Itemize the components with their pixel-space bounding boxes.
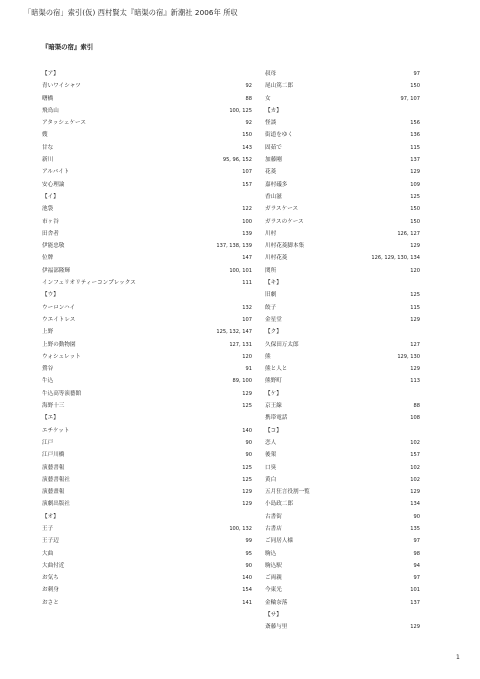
index-pages: 89, 100 — [232, 378, 252, 385]
index-entry — [42, 93, 252, 105]
index-pages: 95, 96, 152 — [222, 157, 252, 164]
index-pages: 90 — [245, 439, 252, 446]
index-entry — [42, 277, 252, 289]
index-term: 江戸川橋 — [42, 452, 65, 459]
index-term: 街道をゆく — [265, 132, 293, 139]
index-entry — [265, 511, 420, 523]
index-pages: 136 — [410, 132, 420, 139]
index-term: 大曲付近 — [42, 562, 65, 569]
index-entry — [265, 584, 420, 596]
index-entry — [42, 117, 252, 129]
index-term: 五月狂言役割一覧 — [265, 489, 310, 496]
index-pages: 108 — [410, 415, 420, 422]
index-entry — [42, 203, 252, 215]
index-pages: 107 — [242, 316, 252, 323]
index-pages: 127, 131 — [229, 341, 252, 348]
index-entry — [42, 80, 252, 92]
index-term: 牛込高等演藝館 — [42, 390, 82, 397]
index-entry — [265, 289, 420, 301]
index-pages: 125, 132, 147 — [216, 329, 252, 336]
index-section-heading — [265, 388, 420, 400]
index-term: 甘な — [42, 144, 54, 151]
index-entry — [265, 498, 420, 510]
index-term: 小島政二郎 — [265, 501, 293, 508]
index-section-heading — [42, 412, 252, 424]
index-term: 金輪奈落 — [265, 599, 288, 606]
index-entry — [42, 584, 252, 596]
index-term: ウォシュレット — [42, 353, 81, 360]
index-term: 【ケ】 — [265, 390, 282, 397]
index-column-left — [42, 68, 252, 609]
index-pages: 97, 107 — [400, 95, 420, 102]
index-pages: 129 — [410, 366, 420, 373]
index-entry — [42, 314, 252, 326]
index-entry — [42, 425, 252, 437]
index-pages: 125 — [410, 193, 420, 200]
index-term: ご両親 — [265, 575, 282, 582]
index-pages: 141 — [242, 599, 252, 606]
index-entry — [42, 154, 252, 166]
index-pages: 125 — [242, 476, 252, 483]
index-term: 熊と人と — [265, 366, 288, 373]
index-term: 恋人 — [265, 439, 277, 446]
index-term: 【ア】 — [42, 71, 59, 77]
index-entry — [42, 498, 252, 510]
index-pages: 100, 132 — [229, 525, 252, 532]
index-term: ウエイトレス — [42, 316, 76, 323]
index-term: 伊能忠敬 — [42, 243, 65, 250]
index-entry — [42, 523, 252, 535]
index-term: ガラスケース — [265, 206, 299, 213]
index-entry — [265, 474, 420, 486]
index-term: 市ヶ谷 — [42, 218, 59, 225]
index-pages: 98 — [413, 550, 420, 557]
index-pages: 125 — [410, 292, 420, 299]
index-term: 尾山篤二郎 — [265, 83, 293, 90]
index-pages: 88 — [413, 403, 420, 410]
index-entry — [42, 339, 252, 351]
index-entry — [265, 412, 420, 424]
index-entry — [42, 302, 252, 314]
index-term: おさと — [42, 599, 59, 606]
index-pages: 139 — [242, 230, 252, 237]
index-pages: 137 — [410, 157, 420, 164]
index-entry — [42, 265, 252, 277]
index-pages: 132 — [242, 304, 252, 311]
index-entry — [265, 486, 420, 498]
index-term: 駒込 — [265, 550, 277, 557]
index-entry — [42, 216, 252, 228]
index-term: 【ウ】 — [42, 292, 59, 299]
document-header: 「暗渠の宿」索引(仮) 西村賢太『暗渠の宿』新潮社 2006年 所収 — [24, 8, 238, 17]
index-term: 上野 — [42, 329, 54, 336]
index-entry — [42, 535, 252, 547]
index-pages: 129 — [410, 243, 420, 250]
index-section-heading — [42, 511, 252, 523]
index-column-right — [265, 68, 420, 634]
index-pages: 127 — [410, 341, 420, 348]
index-pages: 94 — [413, 562, 420, 569]
index-pages: 140 — [242, 427, 252, 434]
index-entry — [265, 621, 420, 633]
index-pages: 92 — [245, 120, 252, 127]
index-entry — [42, 228, 252, 240]
index-entry — [265, 93, 420, 105]
index-pages: 157 — [242, 181, 252, 188]
index-pages: 129 — [242, 390, 252, 397]
index-term: 王子辺 — [42, 538, 59, 545]
index-term: 大曲 — [42, 550, 54, 557]
index-term: お気ち — [42, 575, 59, 582]
index-pages: 125 — [242, 464, 252, 471]
index-pages: 147 — [242, 255, 252, 262]
index-entry — [265, 339, 420, 351]
index-pages: 100, 101 — [229, 267, 252, 274]
index-pages: 137 — [410, 599, 420, 606]
index-term: 嫂 — [42, 132, 48, 139]
index-term: 新川 — [42, 157, 54, 164]
index-term: 川村 — [265, 230, 277, 237]
index-term: 曙橋 — [42, 95, 54, 102]
index-term: インフェリオリティーコンプレックス — [42, 280, 136, 287]
index-pages: 143 — [242, 144, 252, 151]
index-term: 携帯電話 — [265, 415, 288, 422]
index-entry — [265, 80, 420, 92]
index-entry — [42, 462, 252, 474]
index-entry — [42, 437, 252, 449]
index-entry — [42, 129, 252, 141]
index-pages: 135 — [410, 525, 420, 532]
index-pages: 97 — [413, 575, 420, 582]
index-term: 海野十三 — [42, 403, 65, 410]
index-term: 怪談 — [265, 120, 277, 127]
index-entry — [265, 548, 420, 560]
index-term: 嘉村礒多 — [265, 181, 288, 188]
index-entry — [42, 240, 252, 252]
index-entry — [42, 375, 252, 387]
index-term: ガラスのケース — [265, 218, 304, 225]
index-entry — [42, 597, 252, 609]
index-term: 青いワイシャツ — [42, 83, 81, 90]
index-term: 川村花菱脚本集 — [265, 243, 305, 250]
index-entry — [265, 154, 420, 166]
index-pages: 134 — [410, 501, 420, 508]
index-pages: 100 — [242, 218, 252, 225]
index-pages: 90 — [245, 452, 252, 459]
index-term: 女 — [265, 95, 271, 102]
index-pages: 154 — [242, 587, 252, 594]
index-term: アルバイト — [42, 169, 70, 176]
index-term: 叔母 — [265, 71, 277, 77]
index-term: 古書街 — [265, 513, 282, 520]
index-term: 【サ】 — [265, 612, 282, 619]
index-term: 今東光 — [265, 587, 282, 594]
index-entry — [265, 240, 420, 252]
index-term: 黄白 — [265, 476, 277, 483]
index-term: 口臭 — [265, 464, 277, 471]
index-pages: 137, 138, 139 — [216, 243, 252, 250]
index-pages: 115 — [410, 304, 420, 311]
index-entry — [265, 523, 420, 535]
index-term: 旧劇 — [265, 292, 277, 299]
index-pages: 129 — [242, 489, 252, 496]
index-pages: 97 — [413, 71, 420, 77]
index-term: 【キ】 — [265, 280, 282, 287]
index-entry — [42, 142, 252, 154]
index-pages: 150 — [242, 132, 252, 139]
index-section-heading — [42, 191, 252, 203]
index-term: 鶯谷 — [42, 366, 54, 373]
index-entry — [265, 228, 420, 240]
index-entry — [265, 462, 420, 474]
index-entry — [265, 252, 420, 264]
index-pages: 150 — [410, 218, 420, 225]
index-term: 上野の動物園 — [42, 341, 76, 348]
index-pages: 157 — [410, 452, 420, 459]
index-pages: 88 — [245, 95, 252, 102]
index-term: 久保田万太郎 — [265, 341, 299, 348]
index-entry — [42, 572, 252, 584]
index-pages: 150 — [410, 206, 420, 213]
index-section-heading — [265, 105, 420, 117]
index-pages: 102 — [410, 464, 420, 471]
index-pages: 100, 125 — [229, 107, 252, 114]
index-pages: 109 — [410, 181, 420, 188]
index-entry — [265, 560, 420, 572]
index-term: 香山滋 — [265, 193, 282, 200]
index-pages: 92 — [245, 83, 252, 90]
index-pages: 156 — [410, 120, 420, 127]
index-entry — [265, 216, 420, 228]
index-entry — [42, 388, 252, 400]
index-entry — [265, 142, 420, 154]
index-pages: 120 — [242, 353, 252, 360]
index-term: エチケット — [42, 427, 70, 434]
index-entry — [265, 203, 420, 215]
index-pages: 102 — [410, 476, 420, 483]
index-term: 【コ】 — [265, 427, 282, 434]
index-pages: 129 — [410, 316, 420, 323]
index-pages: 102 — [410, 439, 420, 446]
index-entry — [265, 351, 420, 363]
index-term: 演劇出版社 — [42, 501, 70, 508]
index-pages: 95 — [245, 550, 252, 557]
index-term: 川村花菱 — [265, 255, 288, 262]
index-term: 後架 — [265, 452, 277, 459]
index-pages: 107 — [242, 169, 252, 176]
index-entry — [42, 351, 252, 363]
index-term: 斎藤与里 — [265, 624, 288, 631]
index-pages: 122 — [242, 206, 252, 213]
index-entry — [265, 68, 420, 80]
index-pages: 99 — [245, 538, 252, 545]
index-entry — [265, 400, 420, 412]
index-term: ウーロンハイ — [42, 304, 76, 311]
index-pages: 113 — [410, 378, 420, 385]
index-entry — [265, 166, 420, 178]
index-entry — [42, 179, 252, 191]
index-term: 田舎者 — [42, 230, 59, 237]
index-term: 【イ】 — [42, 193, 59, 200]
index-entry — [265, 597, 420, 609]
index-entry — [265, 437, 420, 449]
index-term: 【エ】 — [42, 415, 59, 422]
index-section-heading — [42, 68, 252, 80]
index-term: 安心理論 — [42, 181, 65, 188]
index-term: 池袋 — [42, 206, 54, 213]
index-entry — [42, 560, 252, 572]
index-term: 飛鳥山 — [42, 107, 59, 114]
index-term: 加藤剛 — [265, 157, 282, 164]
index-pages: 129 — [410, 624, 420, 631]
index-term: 関所 — [265, 267, 277, 274]
index-term: お刺身 — [42, 587, 59, 594]
index-pages: 125 — [242, 403, 252, 410]
index-term: 京王線 — [265, 403, 282, 410]
index-term: 古書店 — [265, 525, 282, 532]
index-pages: 140 — [242, 575, 252, 582]
index-entry — [42, 363, 252, 375]
index-entry — [42, 252, 252, 264]
index-entry — [265, 179, 420, 191]
index-term: 演藝書報社 — [42, 476, 70, 483]
index-term: アタッシェケース — [42, 120, 86, 127]
index-section-heading — [265, 425, 420, 437]
index-term: 演藝書報 — [42, 464, 65, 471]
index-term: 花菱 — [265, 169, 277, 176]
index-entry — [42, 548, 252, 560]
index-term: 駒込駅 — [265, 562, 282, 569]
index-section-heading — [42, 289, 252, 301]
index-entry — [42, 474, 252, 486]
index-entry — [265, 129, 420, 141]
index-pages: 97 — [413, 538, 420, 545]
index-pages: 91 — [245, 366, 252, 373]
index-section-heading — [265, 609, 420, 621]
index-term: 固茹で — [265, 144, 282, 151]
index-term: 【カ】 — [265, 107, 282, 114]
index-pages: 120 — [410, 267, 420, 274]
index-pages: 126, 129, 130, 134 — [371, 255, 420, 262]
index-term: 金星堂 — [265, 316, 282, 323]
index-term: 牛込 — [42, 378, 54, 385]
index-entry — [42, 400, 252, 412]
index-term: 伊福部隆輝 — [42, 267, 70, 274]
index-pages: 129 — [410, 169, 420, 176]
index-term: 位牌 — [42, 255, 54, 262]
index-entry — [265, 117, 420, 129]
index-term: 熊 — [265, 353, 271, 360]
index-entry — [265, 314, 420, 326]
index-pages: 150 — [410, 83, 420, 90]
index-entry — [265, 302, 420, 314]
index-term: 熊野町 — [265, 378, 282, 385]
index-pages: 115 — [410, 144, 420, 151]
index-entry — [42, 326, 252, 338]
index-pages: 129, 130 — [397, 353, 420, 360]
index-entry — [42, 105, 252, 117]
index-term: ご同居人様 — [265, 538, 293, 545]
index-section-heading — [265, 326, 420, 338]
index-pages: 126, 127 — [397, 230, 420, 237]
index-entry — [42, 166, 252, 178]
index-entry — [265, 535, 420, 547]
index-entry — [42, 449, 252, 461]
index-term: 江戸 — [42, 439, 54, 446]
index-pages: 129 — [410, 489, 420, 496]
page-number: 1 — [456, 654, 460, 661]
index-pages: 90 — [245, 562, 252, 569]
index-entry — [265, 191, 420, 203]
index-entry — [265, 363, 420, 375]
index-entry — [42, 486, 252, 498]
index-pages: 111 — [242, 280, 252, 287]
index-section-heading — [265, 277, 420, 289]
index-entry — [265, 449, 420, 461]
index-pages: 129 — [242, 501, 252, 508]
index-entry — [265, 572, 420, 584]
index-entry — [265, 265, 420, 277]
index-title: 『暗渠の宿』索引 — [42, 43, 94, 51]
index-pages: 101 — [410, 587, 420, 594]
index-term: 【オ】 — [42, 513, 59, 520]
index-pages: 90 — [413, 513, 420, 520]
index-entry — [265, 375, 420, 387]
index-term: 餃子 — [265, 304, 277, 311]
index-term: 【ク】 — [265, 329, 282, 336]
index-term: 王子 — [42, 525, 54, 532]
index-term: 演藝畫報 — [42, 489, 65, 496]
